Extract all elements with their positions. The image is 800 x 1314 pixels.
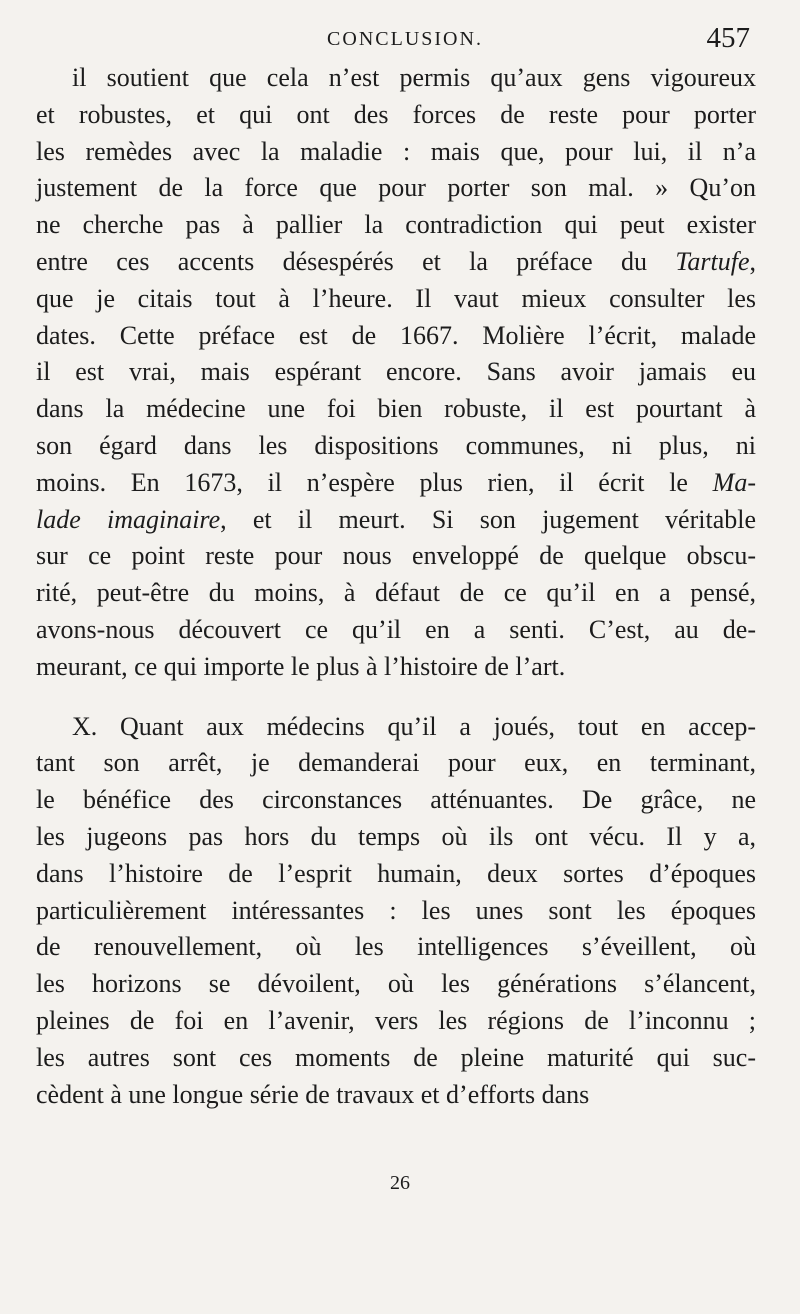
text-line	[36, 893, 756, 930]
text-run: dates. Cette préface est de 1667. Molière l’écrit, malade	[36, 320, 756, 350]
text-run: son égard dans les dispositions communes, ni plus, ni	[36, 430, 756, 460]
text-run: et robustes, et qui ont des forces de reste pour porter	[36, 99, 756, 129]
paragraph	[36, 60, 756, 686]
text-line	[36, 1077, 756, 1114]
text-line	[36, 745, 756, 782]
text-run: les remèdes avec la maladie : mais que, pour lui, il n’a	[36, 136, 756, 166]
text-line	[36, 244, 756, 281]
text-run: tant son arrêt, je demanderai pour eux, en terminant,	[36, 748, 756, 778]
text-line	[36, 856, 756, 893]
text-line	[36, 97, 756, 134]
body-text	[36, 60, 756, 1113]
text-run: il est vrai, mais espérant encore. Sans avoir jamais eu	[36, 357, 756, 387]
text-line	[36, 612, 756, 649]
italic-title: Tartufe	[675, 246, 750, 276]
text-run: entre ces accents désespérés et la préface du	[36, 246, 676, 276]
text-run: dans la médecine une foi bien robuste, il est pourtant à	[36, 394, 756, 424]
text-line	[36, 575, 756, 612]
text-run: justement de la force que pour porter son mal. » Qu’on	[36, 173, 756, 203]
paragraph	[36, 709, 756, 1114]
text-run: , et il meurt. Si son jugement véritable	[220, 504, 757, 534]
text-line	[36, 649, 756, 686]
text-run: de renouvellement, où les intelligences s’éveillent, où	[36, 932, 756, 962]
text-run: ne cherche pas à pallier la contradiction qui peut exister	[36, 210, 756, 240]
text-run: avons-nous découvert ce qu’il en a senti. C’est, au de-	[36, 614, 756, 644]
text-line	[36, 1003, 756, 1040]
text-line	[36, 502, 756, 539]
text-line	[36, 819, 756, 856]
text-run: meurant, ce qui importe le plus à l’histoire de l’art.	[36, 651, 566, 681]
text-run: les horizons se dévoilent, où les générations s’élancent,	[36, 969, 756, 999]
text-run: pleines de foi en l’avenir, vers les régions de l’inconnu ;	[36, 1005, 756, 1035]
text-line	[36, 782, 756, 819]
text-line	[36, 966, 756, 1003]
text-line	[36, 428, 756, 465]
text-line	[36, 929, 756, 966]
running-head	[60, 22, 750, 58]
text-run: particulièrement intéressantes : les unes sont les époques	[36, 895, 756, 925]
text-run: moins. En 1673, il n’espère plus rien, il écrit le	[36, 467, 713, 497]
text-run: le bénéfice des circonstances atténuantes. De grâce, ne	[36, 785, 756, 815]
text-line	[36, 207, 756, 244]
text-line	[36, 134, 756, 171]
text-line	[36, 60, 756, 97]
text-line	[36, 538, 756, 575]
text-line	[36, 170, 756, 207]
text-run: ,	[749, 246, 756, 276]
paragraph-gap	[36, 686, 756, 709]
signature-mark: 26	[390, 1172, 410, 1194]
running-title: CONCLUSION.	[327, 28, 483, 50]
text-run: les jugeons pas hors du temps où ils ont vécu. Il y a,	[36, 821, 756, 851]
text-run: rité, peut-être du moins, à défaut de ce qu’il en a pensé,	[36, 578, 756, 608]
text-line	[36, 1040, 756, 1077]
text-line	[36, 354, 756, 391]
text-line	[36, 318, 756, 355]
text-run: X. Quant aux médecins qu’il a joués, tout en accep-	[72, 711, 756, 741]
text-run: que je citais tout à l’heure. Il vaut mieux consulter les	[36, 283, 756, 313]
text-line	[36, 465, 756, 502]
text-line	[36, 709, 756, 746]
italic-title: lade imaginaire	[36, 504, 221, 534]
text-run: sur ce point reste pour nous enveloppé de quelque obscu-	[36, 541, 756, 571]
text-run: cèdent à une longue série de travaux et d’efforts dans	[36, 1079, 590, 1109]
text-line	[36, 281, 756, 318]
italic-title: Ma-	[712, 467, 756, 497]
text-line	[36, 391, 756, 428]
text-run: dans l’histoire de l’esprit humain, deux sortes d’époques	[36, 858, 756, 888]
text-run: il soutient que cela n’est permis qu’aux gens vigoureux	[72, 63, 756, 92]
text-run: les autres sont ces moments de pleine maturité qui suc-	[36, 1042, 756, 1072]
page-number: 457	[706, 22, 750, 54]
